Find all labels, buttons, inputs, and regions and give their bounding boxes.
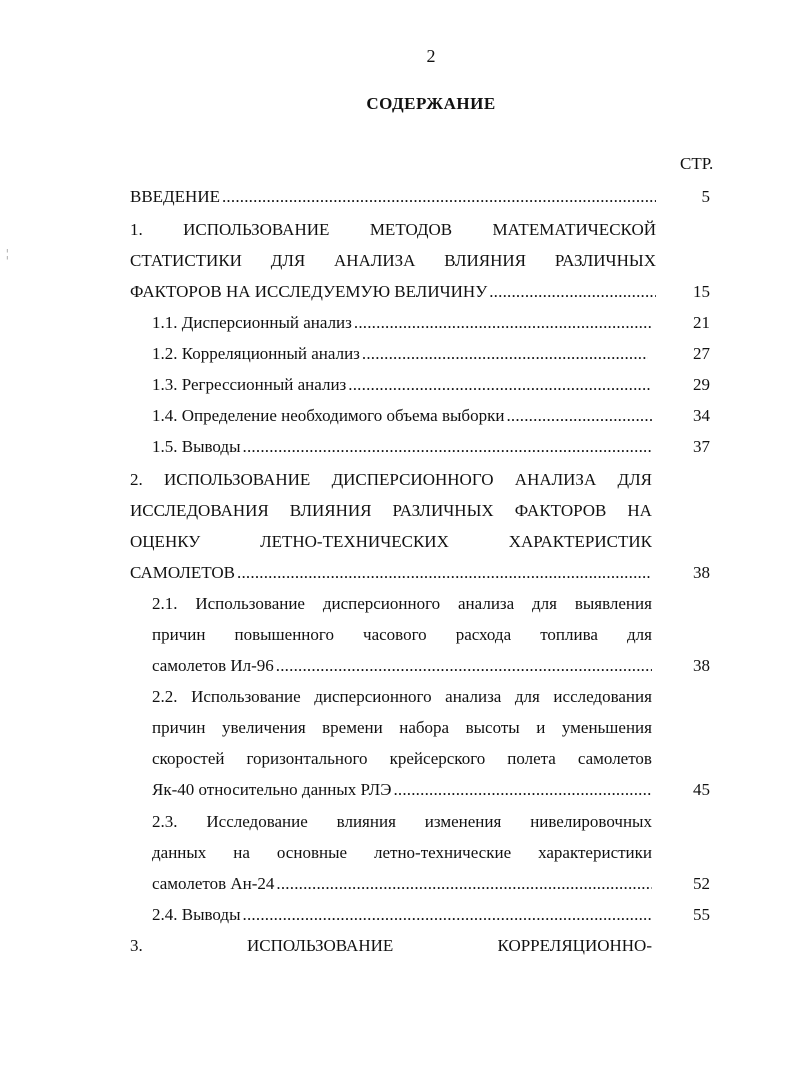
leader-dots bbox=[348, 375, 652, 395]
toc-intro[interactable] bbox=[130, 187, 656, 207]
toc-page-number: 27 bbox=[693, 344, 710, 363]
toc-s2-3-line2: данных на основные летно-технические характеристики bbox=[152, 843, 652, 862]
toc-entry-text: самолетов Ан-24 bbox=[152, 874, 275, 893]
toc-s2-4[interactable] bbox=[152, 905, 652, 925]
leader-dots bbox=[276, 656, 652, 676]
leader-dots bbox=[506, 406, 652, 426]
leader-dots bbox=[276, 874, 652, 894]
toc-entry-text: ВВЕДЕНИЕ bbox=[130, 187, 220, 206]
toc-s1-1[interactable] bbox=[152, 313, 652, 333]
toc-entry-text: 2.4. Выводы bbox=[152, 905, 241, 924]
page-column-header: СТР. bbox=[680, 154, 714, 173]
leader-dots bbox=[243, 437, 652, 457]
toc-s2-3-line3[interactable] bbox=[152, 874, 652, 894]
toc-page-number: 29 bbox=[693, 375, 710, 394]
toc-entry-text: Як-40 относительно данных РЛЭ bbox=[152, 780, 392, 799]
leader-dots bbox=[489, 282, 656, 302]
toc-ch2-line2: ИССЛЕДОВАНИЯ ВЛИЯНИЯ РАЗЛИЧНЫХ ФАКТОРОВ НА bbox=[130, 501, 652, 520]
toc-s1-4[interactable] bbox=[152, 406, 652, 426]
leader-dots bbox=[243, 905, 652, 925]
toc-s1-3[interactable] bbox=[152, 375, 652, 395]
toc-page-number: 15 bbox=[693, 282, 710, 301]
leader-dots bbox=[354, 313, 652, 333]
toc-ch1-line3[interactable] bbox=[130, 282, 656, 302]
toc-entry-text: САМОЛЕТОВ bbox=[130, 563, 236, 582]
leader-dots bbox=[362, 344, 648, 364]
toc-ch2-line4[interactable] bbox=[130, 563, 652, 583]
toc-entry-text: 1.4. Определение необходимого объема выборки bbox=[152, 406, 505, 425]
toc-s2-3-line1: 2.3. Исследование влияния изменения нивелировочных bbox=[152, 812, 652, 831]
toc-ch2-line1: 2. ИСПОЛЬЗОВАНИЕ ДИСПЕРСИОННОГО АНАЛИЗА ДЛЯ bbox=[130, 470, 652, 489]
leader-dots bbox=[222, 187, 656, 207]
toc-page-number: 45 bbox=[693, 780, 710, 799]
toc-ch3-line1: 3. ИСПОЛЬЗОВАНИЕ КОРРЕЛЯЦИОННО- bbox=[130, 936, 652, 955]
toc-s2-2-line3: скоростей горизонтального крейсерского полета самолетов bbox=[152, 749, 652, 768]
toc-s2-1-line2: причин повышенного часового расхода топлива для bbox=[152, 625, 652, 644]
toc-entry-text: 1.1. Дисперсионный анализ bbox=[152, 313, 352, 332]
toc-ch1-line1: 1. ИСПОЛЬЗОВАНИЕ МЕТОДОВ МАТЕМАТИЧЕСКОЙ bbox=[130, 220, 656, 239]
toc-page-number: 21 bbox=[693, 313, 710, 332]
toc-s1-5[interactable] bbox=[152, 437, 652, 457]
toc-page-number: 38 bbox=[693, 656, 710, 675]
page-number: 2 bbox=[426, 46, 436, 66]
toc-entry-text: 1.2. Корреляционный анализ bbox=[152, 344, 360, 363]
toc-page-number: 34 bbox=[693, 406, 710, 425]
toc-s2-2-line1: 2.2. Использование дисперсионного анализа для исследования bbox=[152, 687, 652, 706]
toc-s2-1-line1: 2.1. Использование дисперсионного анализа для выявления bbox=[152, 594, 652, 613]
toc-s2-2-line2: причин увеличения времени набора высоты и уменьшения bbox=[152, 718, 652, 737]
toc-page-number: 37 bbox=[693, 437, 710, 456]
page-title: СОДЕРЖАНИЕ bbox=[366, 94, 496, 113]
leader-dots bbox=[237, 563, 652, 583]
toc-page-number: 52 bbox=[693, 874, 710, 893]
scan-artifact: ¦ bbox=[6, 246, 9, 260]
toc-entry-text: самолетов Ил-96 bbox=[152, 656, 274, 675]
leader-dots bbox=[393, 780, 652, 800]
toc-page-number: 38 bbox=[693, 563, 710, 582]
toc-entry-text: ФАКТОРОВ НА ИССЛЕДУЕМУЮ ВЕЛИЧИНУ bbox=[130, 282, 488, 301]
toc-entry-text: 1.3. Регрессионный анализ bbox=[152, 375, 347, 394]
toc-s2-1-line3[interactable] bbox=[152, 656, 652, 676]
toc-s1-2[interactable] bbox=[152, 344, 648, 364]
toc-ch1-line2: СТАТИСТИКИ ДЛЯ АНАЛИЗА ВЛИЯНИЯ РАЗЛИЧНЫХ bbox=[130, 251, 656, 270]
toc-entry-text: 1.5. Выводы bbox=[152, 437, 241, 456]
toc-page-number: 55 bbox=[693, 905, 710, 924]
toc-page-number: 5 bbox=[701, 187, 710, 206]
toc-ch2-line3: ОЦЕНКУ ЛЕТНО-ТЕХНИЧЕСКИХ ХАРАКТЕРИСТИК bbox=[130, 532, 652, 551]
toc-s2-2-line4[interactable] bbox=[152, 780, 652, 800]
